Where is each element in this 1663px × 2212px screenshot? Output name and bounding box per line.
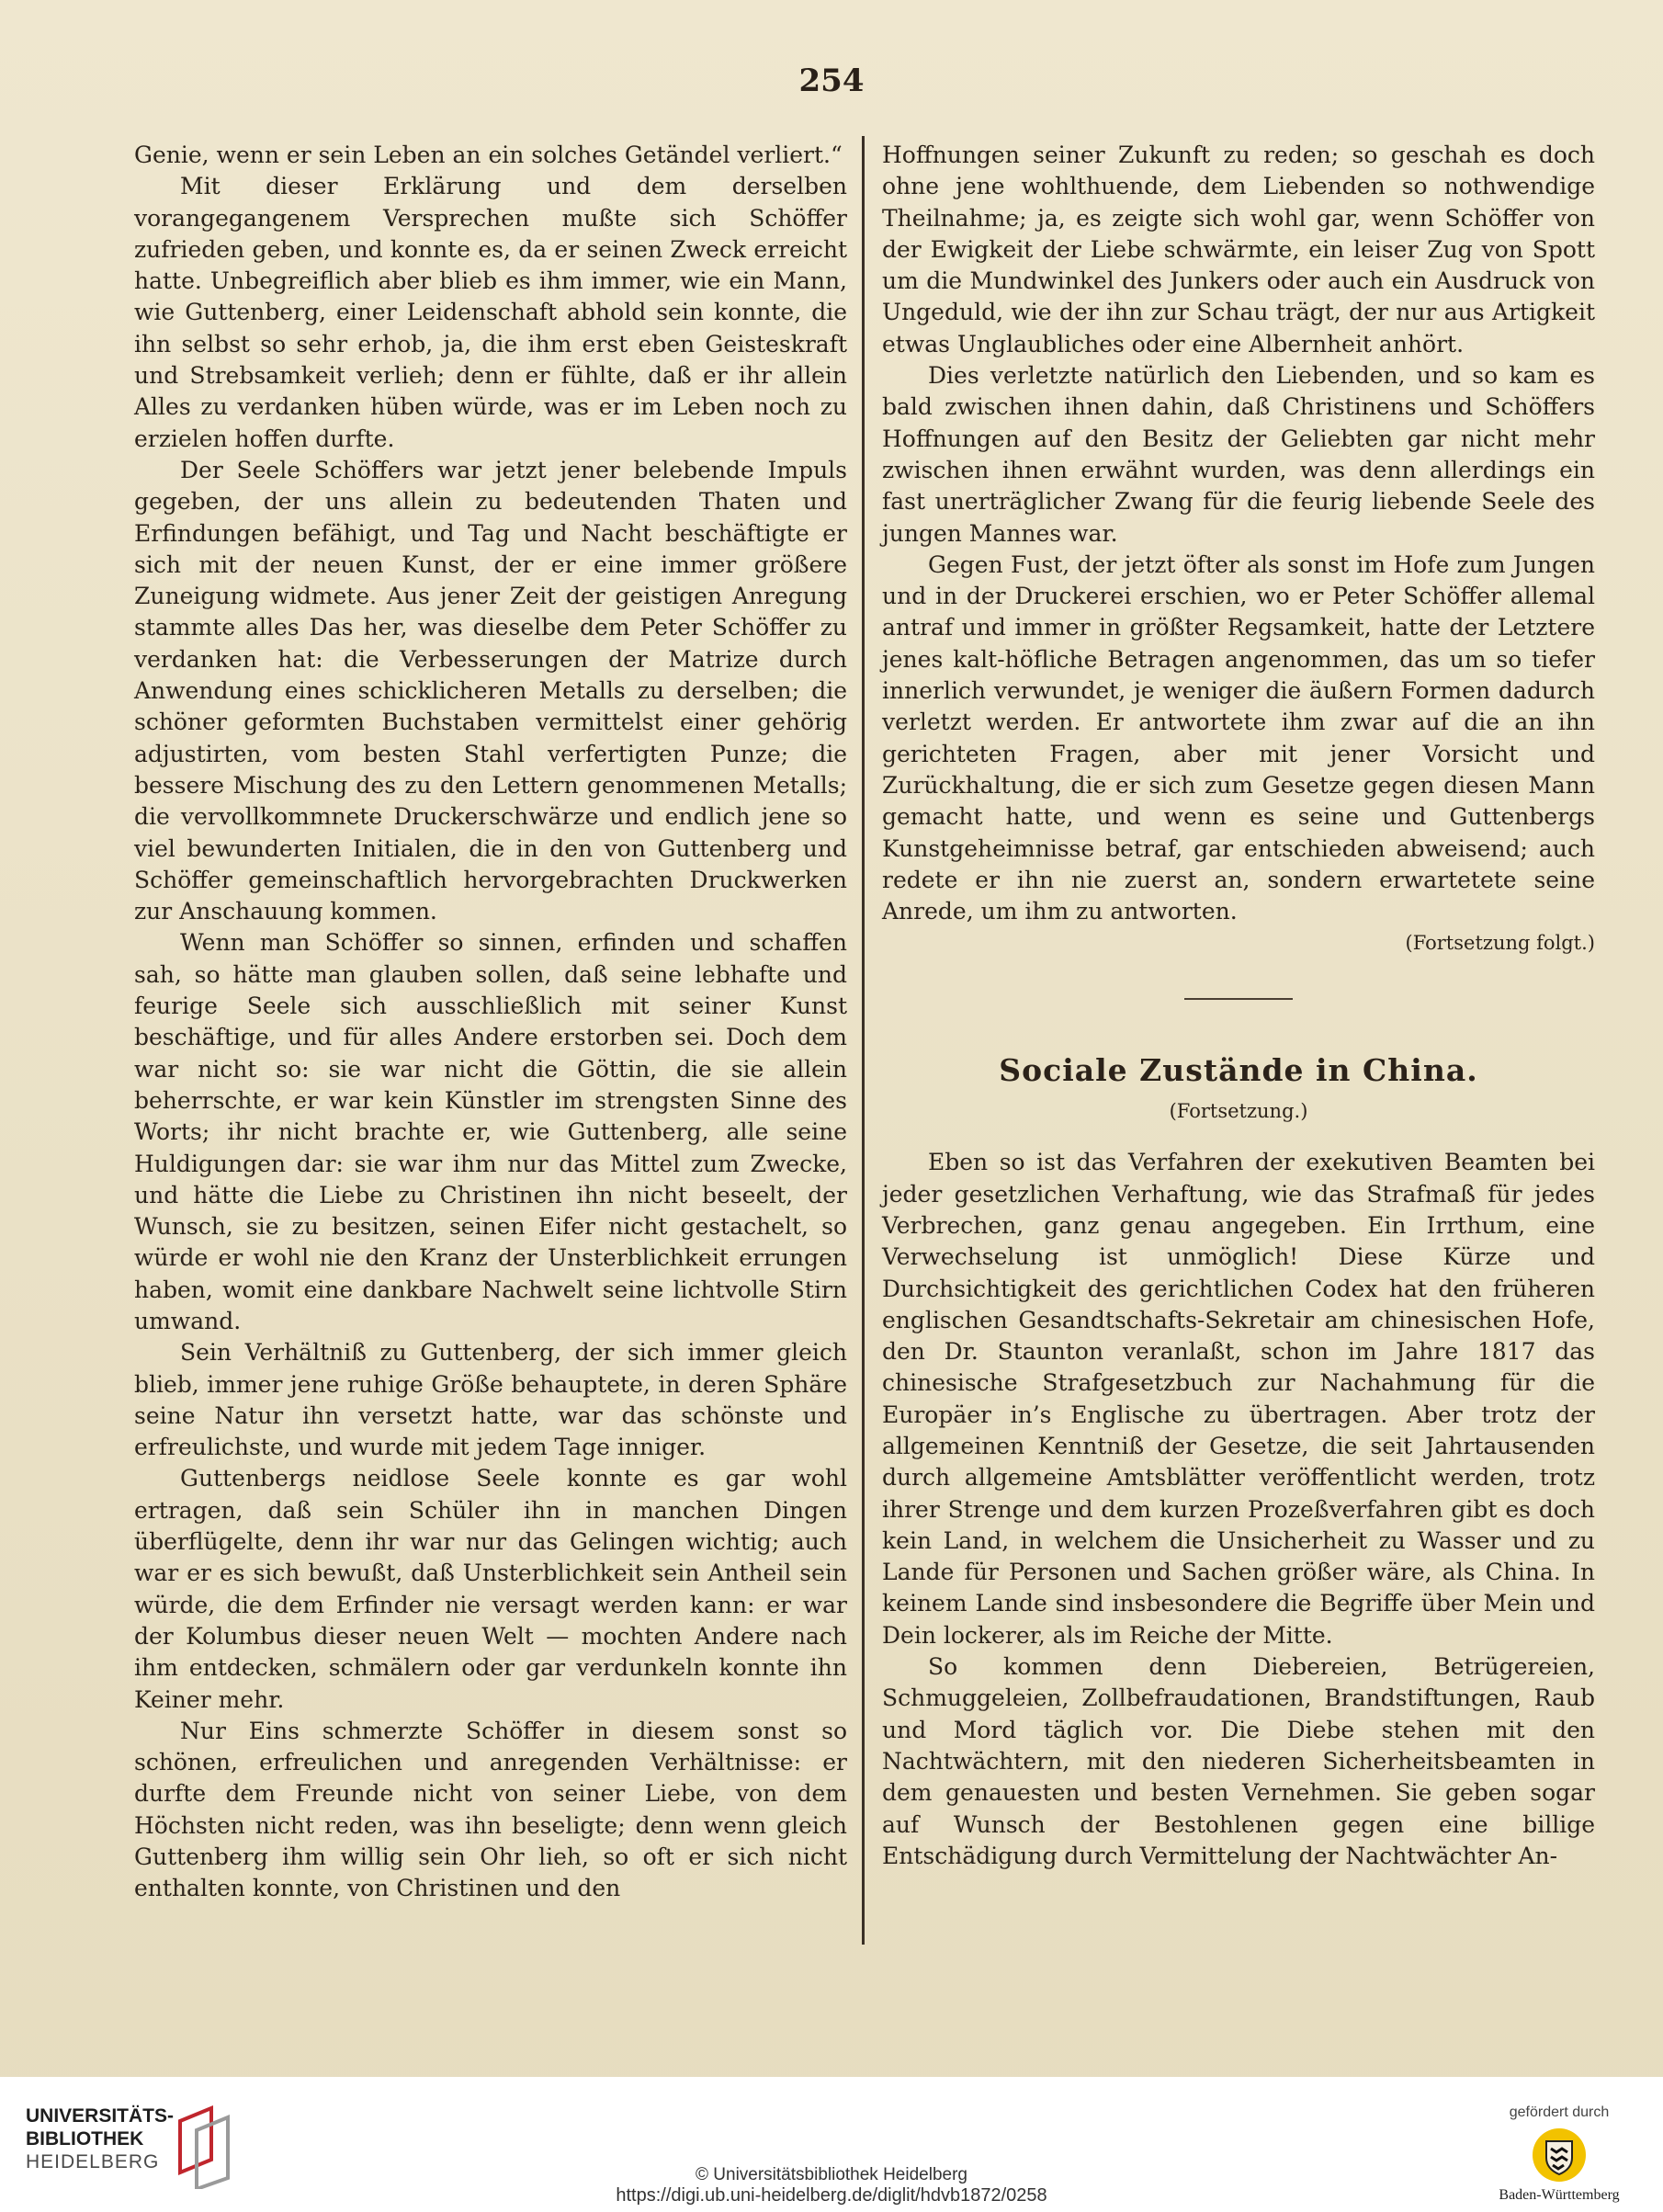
library-name xyxy=(26,2104,174,2173)
sponsor-name: Baden-Württemberg xyxy=(1499,2187,1620,2203)
continuation-note: (Fortsetzung folgt.) xyxy=(1405,932,1595,955)
paragraph: Mit dieser Erklärung und dem derselben vorangegangenem Versprechen mußte sich Schöffer zufrieden geben, und konnte es, da er seinen Zweck erreicht hatte. Unbegreiflich aber blieb es ihm immer, wie ein Mann, wie Guttenberg, einer Leidenschaft abhold sein konnte, die ihn selbst so sehr erhob, ja, die ihm erst eben Geisteskraft und Strebsamkeit verlieh; denn er fühlte, daß er ihr allein Alles zu verdanken hüben würde, was er im Leben noch zu erzielen hoffen durfte. xyxy=(134,173,847,452)
section-title: Sociale Zustände in China. xyxy=(999,1051,1478,1088)
section-rule xyxy=(1184,998,1293,1000)
right-column xyxy=(882,140,1595,1872)
library-name-line1: UNIVERSITÄTS- xyxy=(26,2105,175,2127)
copyright-text: © Universitätsbibliothek Heidelberg xyxy=(696,2165,967,2184)
paragraph: Gegen Fust, der jetzt öfter als sonst im Hofe zum Jungen und in der Druckerei erschien, wo er Peter Schöffer allemal antraf und immer in größter Regsamkeit, hatte der Letztere jenes kalt-höfliche Betragen angenommen, das um so tiefer innerlich verwundet, je weniger die äußern Formen dadurch verletzt werden. Er antwortete ihm zwar auf die an ihn gerichteten Fragen, aber mit jener Vorsicht und Zurückhaltung, die er sich zum Gesetze gegen diesen Mann gemacht hatte, und wenn es seine und Guttenbergs Kunstgeheimnisse betraf, gar entschieden abweisend; auch redete er ihn nie zuerst an, sondern erwartetete seine Anrede, um ihm zu antworten. xyxy=(882,550,1595,925)
library-name-line3: HEIDELBERG xyxy=(26,2151,160,2172)
column-divider xyxy=(862,136,865,1945)
article-body xyxy=(882,1147,1595,1872)
paragraph: Der Seele Schöffers war jetzt jener belebende Impuls gegeben, der uns allein zu bedeutenden Thaten und Erfindungen befähigt, und Tag und Nacht beschäftigte er sich mit der neuen Kunst, der er eine immer größere Zuneigung widmete. Aus jener Zeit der geistigen Anregung stammte alles Das her, was dieselbe dem Peter Schöffer zu verdanken hat: die Verbesserungen der Matrize durch Anwendung eines schicklicheren Metalls zu derselben; die schöner geformten Buchstaben vermittelst einer gehörig adjustirten, vom besten Stahl verfertigten Punze; die bessere Mischung des zu den Lettern genommenen Metalls; die vervollkommnete Druckerschwärze und endlich jene so viel bewunderten Initialen, die in den von Guttenberg und Schöffer gemeinschaftlich hervorgebrachten Druckwerken zur Anschauung kommen. xyxy=(134,456,847,925)
footer xyxy=(0,2077,1663,2212)
source-url-link[interactable]: https://digi.ub.uni-heidelberg.de/diglit/hdvb1872/0258 xyxy=(616,2185,1047,2206)
paragraph: Sein Verhältniß zu Guttenberg, der sich immer gleich blieb, immer jene ruhige Größe behauptete, in deren Sphäre seine Natur ihn versetzt hatte, war das schönste und erfreulichste, und wurde mit jedem Tage inniger. xyxy=(134,1339,847,1461)
paragraph: Genie, wenn er sein Leben an ein solches Getändel verliert.“ xyxy=(134,142,843,168)
paragraph: So kommen denn Diebereien, Betrügereien, Schmuggeleien, Zollbefraudationen, Brandstiftungen, Raub und Mord täglich vor. Die Diebe stehen mit den Nachtwächtern, mit den niederen Sicherheitsbeamten in dem genauesten und besten Vernehmen. Sie geben sogar auf Wunsch der Bestohlenen gegen eine billige Entschädigung durch Vermittelung der Nachtwächter An- xyxy=(882,1653,1595,1869)
sponsor-label: gefördert durch xyxy=(1509,2104,1610,2120)
paragraph: Hoffnungen seiner Zukunft zu reden; so geschah es doch ohne jene wohlthuende, dem Liebenden so nothwendige Theilnahme; ja, es zeigte sich wohl gar, wenn Schöffer von der Ewigkeit der Liebe schwärmte, ein leiser Zug von Spott um die Mundwinkel des Junkers oder auch ein Ausdruck von Ungeduld, wie der ihn zur Schau trägt, der nur aus Artigkeit etwas Unglaubliches oder eine Albernheit anhört. xyxy=(882,142,1595,357)
page-number: 254 xyxy=(798,62,865,99)
state-crest-icon xyxy=(1531,2127,1588,2184)
paragraph: Nur Eins schmerzte Schöffer in diesem sonst so schönen, erfreulichen und anregenden Verhältnisse: er durfte dem Freunde nicht von seiner Liebe, von dem Höchsten nicht reden, was ihn beseligte; denn wenn gleich Guttenberg ihm willig sein Ohr lieh, so oft er sich nicht enthalten konnte, von Christinen und den xyxy=(134,1717,847,1902)
paragraph: Eben so ist das Verfahren der exekutiven Beamten bei jeder gesetzlichen Verhaftung, wie das Strafmaß für jedes Verbrechen, ganz genau angegeben. Ein Irrthum, eine Verwechselung ist unmöglich! Diese Kürze und Durchsichtigkeit des gerichtlichen Codex hat den früheren englischen Gesandtschafts-Sekretair am chinesischen Hofe, den Dr. Staunton veranlaßt, schon im Jahre 1817 das chinesische Strafgesetzbuch zur Nachahmung für die Europäer in’s Englische zu übertragen. Aber trotz der allgemeinen Kenntniß der Gesetze, die seit Jahrtausenden durch allgemeine Amtsblätter veröffentlicht werden, trotz ihrer Strenge und dem kurzen Prozeßverfahren gibt es doch kein Land, in welchem die Unsicherheit zu Wasser und zu Lande für Personen und Sachen größer wäre, als China. In keinem Lande sind insbesondere die Begriffe über Mein und Dein lockerer, als im Reiche der Mitte. xyxy=(882,1149,1595,1649)
library-name-line2: BIBLIOTHEK xyxy=(26,2128,144,2150)
paragraph: Wenn man Schöffer so sinnen, erfinden und schaffen sah, so hätte man glauben sollen, daß seine lebhafte und feurige Seele sich ausschließlich mit seiner Kunst beschäftige, und für alles Andere erstorben sei. Doch dem war nicht so: sie war nicht die Göttin, die sie allein beherrschte, er war kein Künstler im strengsten Sinne des Worts; ihr nicht brachte er, wie Guttenberg, alle seine Huldigungen dar: sie war ihm nur das Mittel zum Zwecke, und hätte die Liebe zu Christinen ihn nicht beseelt, der Wunsch, sie zu besitzen, seinen Eifer nicht gestachelt, so würde er wohl nie den Kranz der Unsterblichkeit errungen haben, womit eine dankbare Nachwelt seine lichtvolle Stirn umwand. xyxy=(134,929,847,1334)
sponsor-block[interactable] xyxy=(1481,2104,1637,2207)
paragraph: Dies verletzte natürlich den Liebenden, und so kam es bald zwischen ihnen dahin, daß Christinens und Schöffers Hoffnungen auf den Besitz der Geliebten gar nicht mehr zwischen ihnen erwähnt wurden, was denn allerdings ein fast unerträglicher Zwang für die feurig liebende Seele des jungen Mannes war. xyxy=(882,362,1595,547)
left-column xyxy=(134,140,847,1905)
paragraph: Guttenbergs neidlose Seele konnte es gar wohl ertragen, daß sein Schüler ihn in manchen Dingen überflügelte, denn ihr war nur das Gelingen wichtig; auch war er es sich bewußt, daß Unsterblichkeit sein Antheil sein würde, die dem Erfinder nie versagt werden kann: er war der Kolumbus dieser neuen Welt — mochten Andere nach ihm entdecken, schmälern oder gar verdunkeln konnte ihn Keiner mehr. xyxy=(134,1465,847,1713)
section-subtitle: (Fortsetzung.) xyxy=(1169,1100,1308,1123)
story-continuation xyxy=(882,140,1595,927)
